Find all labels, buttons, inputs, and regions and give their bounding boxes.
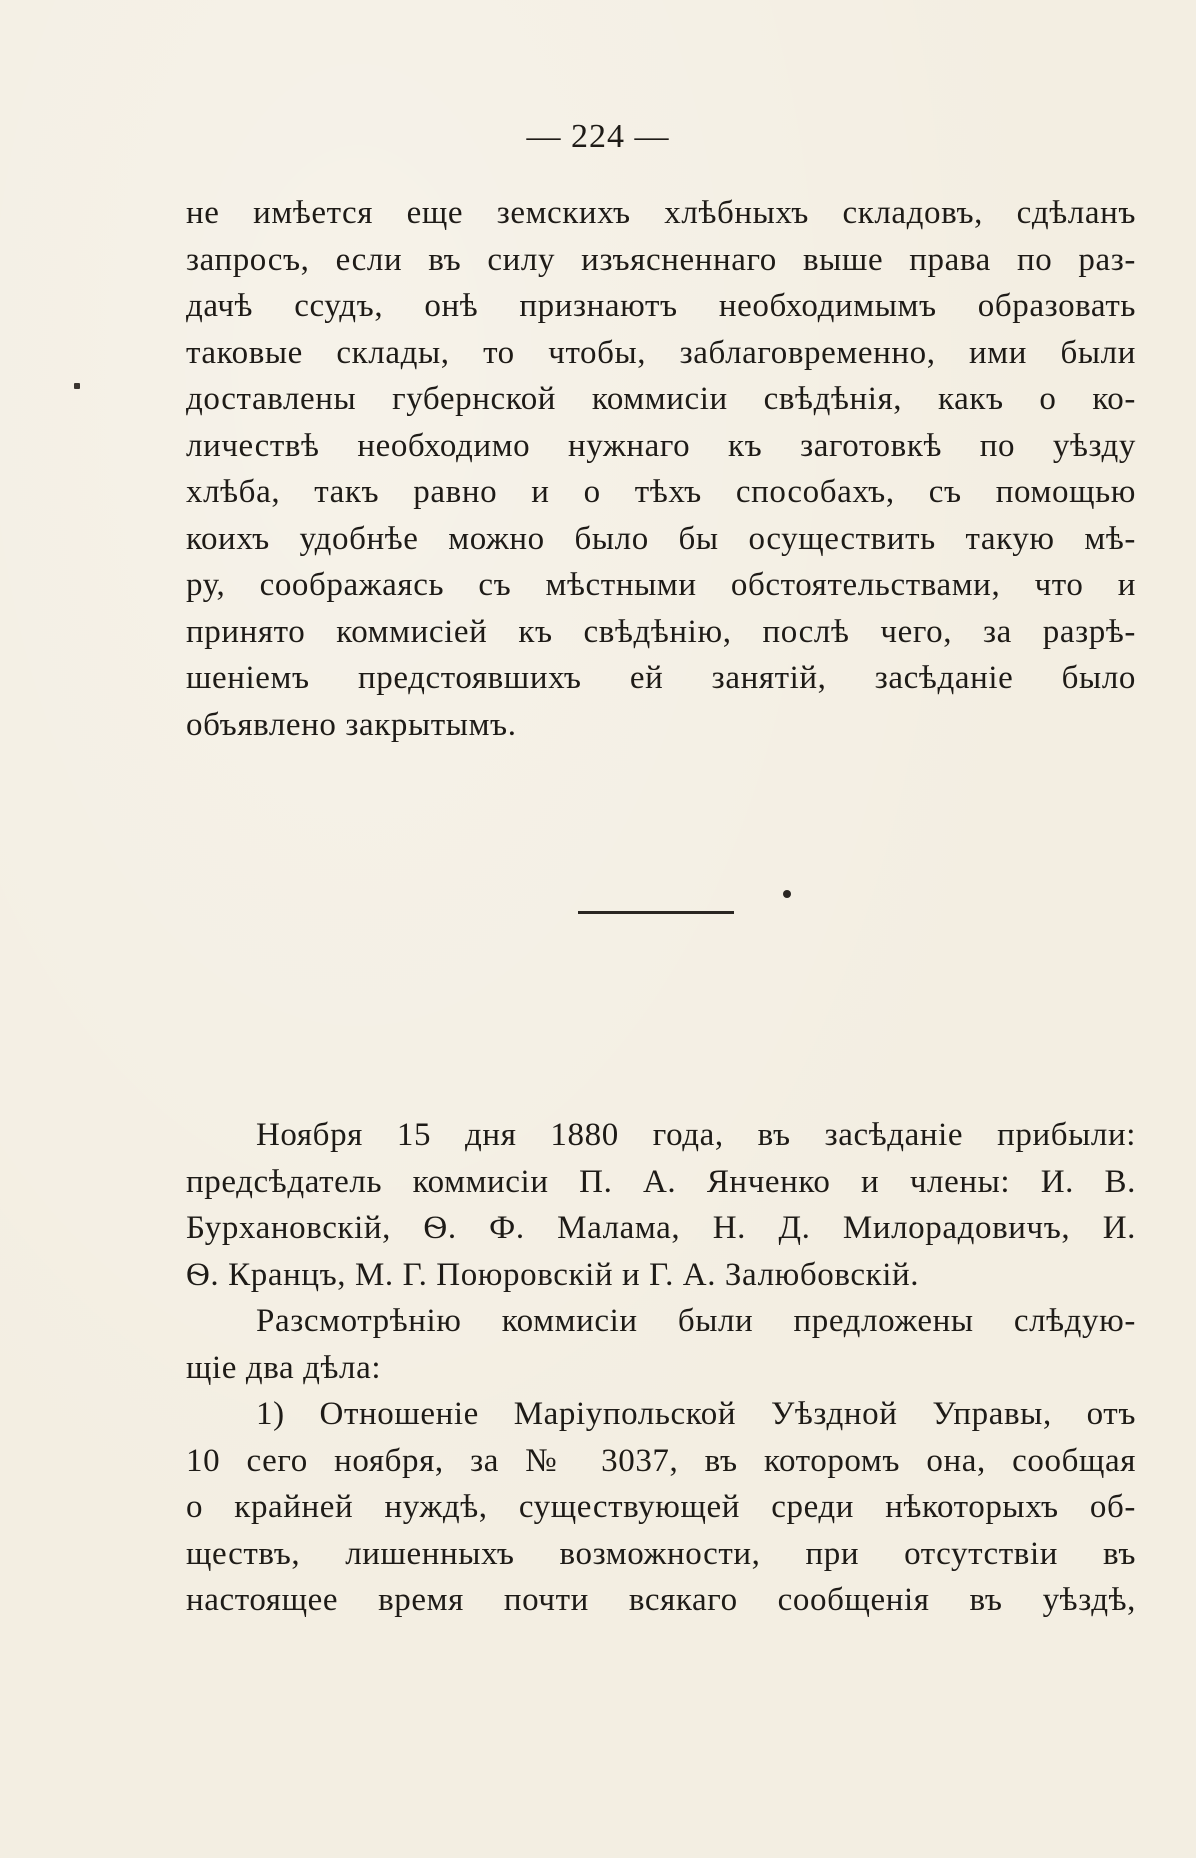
- text-line: ществъ, лишенныхъ возможности, при отсутствіи въ: [186, 1535, 1136, 1572]
- text-line: принято коммисіей къ свѣдѣнію, послѣ чего, за разрѣ-: [186, 613, 1136, 650]
- text-line: настоящее время почти всякаго сообщенія въ уѣздѣ,: [186, 1582, 1136, 1618]
- text-line: запросъ, если въ силу изъясненнаго выше права по раз-: [186, 241, 1136, 278]
- text-line: Ноября 15 дня 1880 года, въ засѣданіе прибыли:: [256, 1117, 1136, 1153]
- page-number: — 224 —: [526, 118, 670, 155]
- text-line: Ѳ. Кранцъ, М. Г. Поюровскій и Г. А. Залюбовскій.: [186, 1256, 920, 1293]
- text-line: предсѣдатель коммисіи П. А. Янченко и члены: И. В.: [186, 1163, 1136, 1200]
- margin-mark: [74, 383, 80, 389]
- text-line: 1) Отношеніе Маріупольской Уѣздной Управы, отъ: [256, 1396, 1136, 1432]
- text-line: доставлены губернской коммисіи свѣдѣнія, какъ о ко-: [186, 381, 1136, 417]
- paragraph-continuation: [186, 190, 1136, 748]
- separator-dot: [783, 890, 791, 898]
- text-line: шеніемъ предстоявшихъ ей занятій, засѣданіе было: [186, 660, 1136, 696]
- text-line: о крайней нуждѣ, существующей среди нѣкоторыхъ об-: [186, 1489, 1136, 1525]
- text-line: личествѣ необходимо нужнаго къ заготовкѣ по уѣзду: [186, 427, 1136, 464]
- text-line: дачѣ ссудъ, онѣ признаютъ необходимымъ образовать: [186, 288, 1136, 324]
- text-line: Разсмотрѣнію коммисіи были предложены слѣдую-: [256, 1303, 1136, 1339]
- text-line: 10 сего ноября, за № 3037, въ которомъ она, сообщая: [186, 1442, 1136, 1479]
- text-line: не имѣется еще земскихъ хлѣбныхъ складовъ, сдѣланъ: [186, 195, 1136, 231]
- text-line: объявлено закрытымъ.: [186, 706, 517, 743]
- text-line: коихъ удобнѣе можно было бы осуществить такую мѣ-: [186, 520, 1136, 557]
- text-line: ру, соображаясь съ мѣстными обстоятельствами, что и: [186, 567, 1136, 603]
- section-separator-rule: [578, 911, 734, 914]
- text-line: Бурхановскій, Ѳ. Ф. Малама, Н. Д. Милорадовичъ, И.: [186, 1210, 1136, 1246]
- text-line: таковые склады, то чтобы, заблаговременно, ими были: [186, 334, 1136, 371]
- text-line: щіе два дѣла:: [186, 1349, 382, 1386]
- text-line: хлѣба, такъ равно и о тѣхъ способахъ, съ помощью: [186, 474, 1136, 510]
- meeting-record: [186, 1112, 1136, 1624]
